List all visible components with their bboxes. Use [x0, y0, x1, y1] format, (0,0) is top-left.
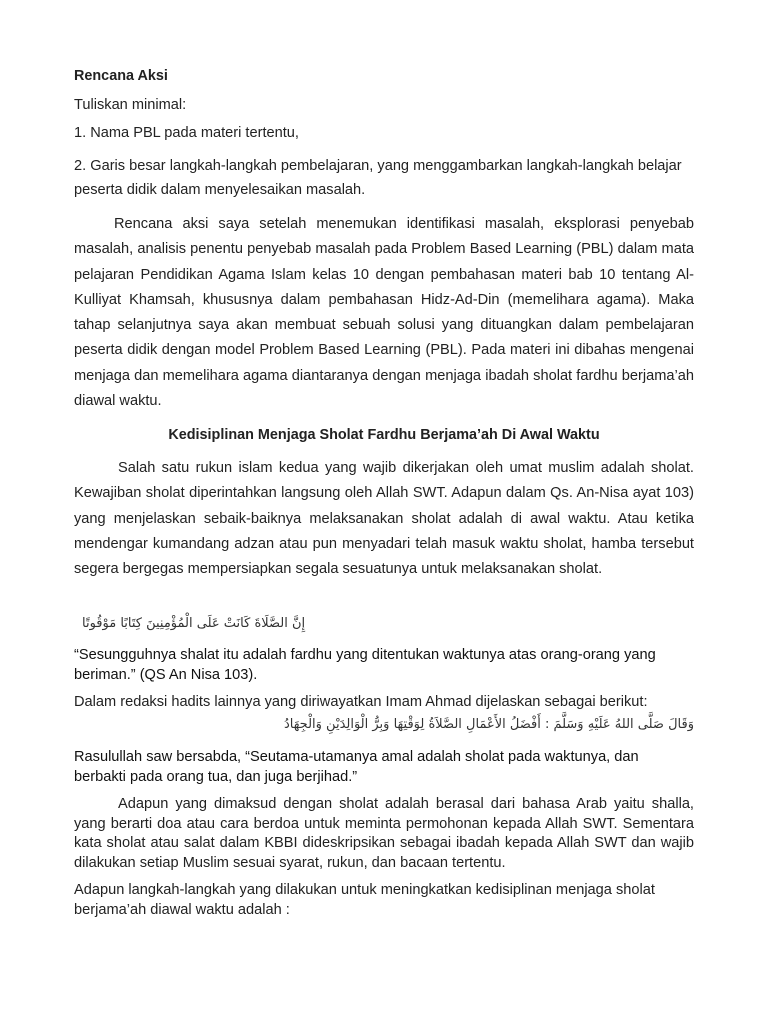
hadith-intro: Dalam redaksi hadits lainnya yang diriwayatkan Imam Ahmad dijelaskan sebagai berikut:	[74, 694, 648, 710]
instruction-item-1: 1. Nama PBL pada materi tertentu,	[74, 125, 299, 141]
verse-translation: “Sesungguhnya shalat itu adalah fardhu yang ditentukan waktunya atas orang-orang yang beriman.” (QS An Nisa 103).	[74, 647, 656, 683]
hadith-translation: Rasulullah saw bersabda, “Seutama-utamanya amal adalah sholat pada waktunya, dan berbakti pada orang tua, dan juga berjihad.”	[74, 749, 639, 785]
paragraph-plan: Rencana aksi saya setelah menemukan identifikasi masalah, eksplorasi penyebab masalah, analisis penentu penyebab masalah pada Problem Based Learning (PBL) dalam mata pelajaran Pendidikan Agama Islam kelas 10 dengan pembahasan materi bab 10 tentang Al-Kulliyat Khamsah, khususnya dalam pembahasan Hidz-Ad-Din (memelihara agama). Maka tahap selanjutnya saya akan membuat sebuah solusi yang dituangkan dalam pembelajaran peserta didik dengan model Problem Based Learning (PBL). Pada materi ini dibahas mengenai menjaga dan memelihara agama diantaranya dengan menjaga ibadah sholat fardhu berjama’ah diawal waktu.	[74, 216, 694, 410]
instruction-intro: Tuliskan minimal:	[74, 97, 187, 113]
section-heading: Kedisiplinan Menjaga Sholat Fardhu Berjama’ah Di Awal Waktu	[168, 427, 600, 443]
paragraph-steps: Adapun langkah-langkah yang dilakukan untuk meningkatkan kedisiplinan menjaga sholat berjama’ah diawal waktu adalah :	[74, 882, 655, 918]
paragraph-definition: Adapun yang dimaksud dengan sholat adalah berasal dari bahasa Arab yaitu shalla, yang berarti doa atau cara berdoa untuk meminta permohonan kepada Allah SWT. Sementara kata sholat atau salat dalam KBBI dideskripsikan sebagai ibadah kepada Allah SWT dan wajib dilakukan setiap Muslim sesuai syarat, rukun, dan bacaan tertentu.	[74, 796, 694, 871]
document-title: Rencana Aksi	[74, 68, 168, 84]
paragraph-salah: Salah satu rukun islam kedua yang wajib dikerjakan oleh umat muslim adalah sholat. Kewajiban sholat diperintahkan langsung oleh Allah SWT. Adapun dalam Qs. An-Nisa ayat 103) yang menjelaskan sebaik-baiknya melaksanakan sholat adalah di awal waktu. Atau ketika mendengar kumandang adzan atau pun menyadari telah masuk waktu sholat, hamba tersebut segera bergegas mempersiapkan segala sesuatunya untuk melaksanakan sholat.	[74, 460, 694, 578]
arabic-hadith: وَقَالَ صَلَّى اللهُ عَلَيْهِ وَسَلَّمَ : أَفْضَلُ الأَعْمَالِ الصَّلاَةُ لِوَقْتِهَا وَبِرُّ الْوَالِدَيْنِ وَالْجِهَادُ	[283, 717, 694, 732]
instruction-item-2: 2. Garis besar langkah-langkah pembelajaran, yang menggambarkan langkah-langkah belajar peserta didik dalam menyelesaikan masalah.	[74, 158, 682, 199]
arabic-verse: إِنَّ الصَّلَاةَ كَانَتْ عَلَى الْمُؤْمِنِينَ كِتَابًا مَوْقُوتًا	[82, 616, 306, 631]
